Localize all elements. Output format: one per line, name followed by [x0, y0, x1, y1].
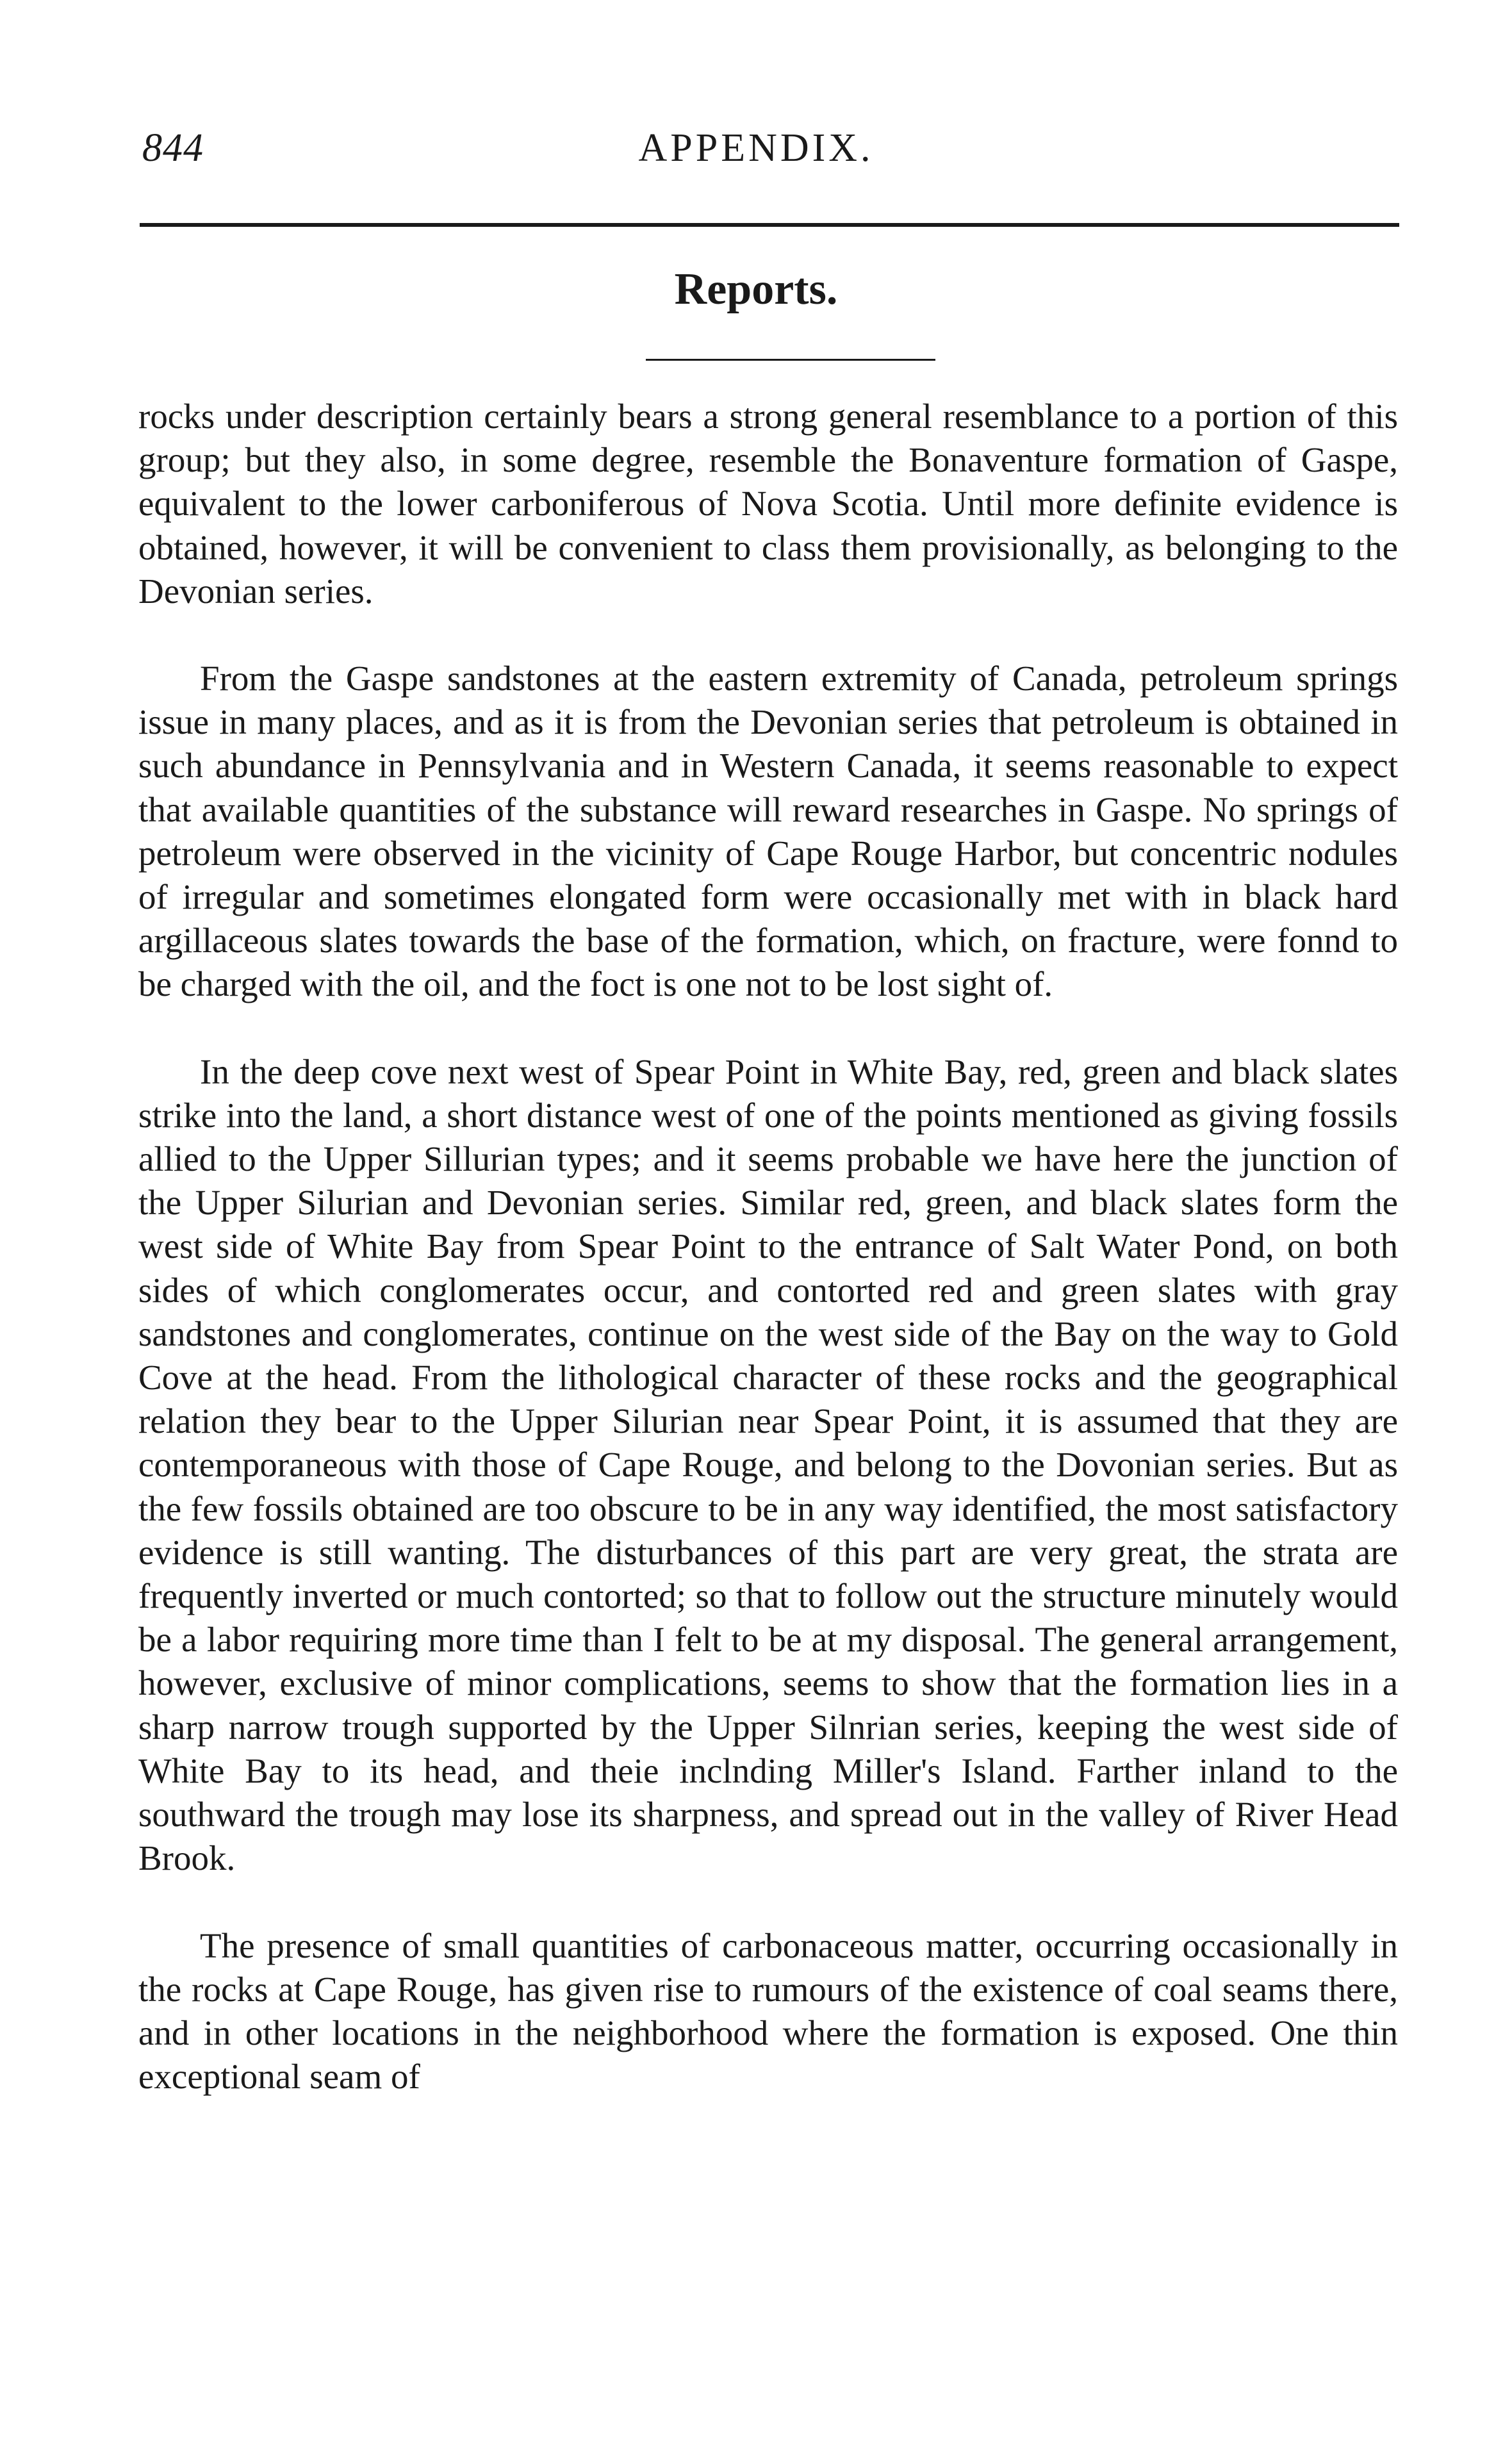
body-text	[138, 395, 1398, 2099]
section-title: Reports.	[674, 265, 838, 314]
paragraph: From the Gaspe sandstones at the eastern extremity of Canada, petroleum springs issue in many places, and as it is from the Devonian series that petroleum is obtained in such abundance in Pennsylvania and in Western Canada, it seems reasonable to expect that available quantities of the substance will reward researches in Gaspe. No springs of petroleum were observed in the vicinity of Cape Rouge Harbor, but concentric nodules of irregular and sometimes elongated form were occasionally met with in black hard argillaceous slates towards the base of the formation, which, on fracture, were fonnd to be charged with the oil, and the foct is one not to be lost sight of.	[138, 659, 1398, 1004]
paragraph: In the deep cove next west of Spear Point in White Bay, red, green and black slates strike into the land, a short distance west of one of the points mentioned as giving fossils allied to the Upper Sillurian types; and it seems probable we have here the junction of the Upper Silurian and Devonian series. Similar red, green, and black slates form the west side of White Bay from Spear Point to the entrance of Salt Water Pond, on both sides of which conglomerates occur, and contorted red and green slates with gray sandstones and conglomerates, continue on the west side of the Bay on the way to Gold Cove at the head. From the lithological character of these rocks and the geographical relation they bear to the Upper Silurian near Spear Point, it is assumed that they are contemporaneous with those of Cape Rouge, and belong to the Dovonian series. But as the few fossils obtained are too obscure to be in any way identified, the most satisfactory evidence is still wanting. The disturbances of this part are very great, the strata are frequently inverted or much contorted; so that to follow out the structure minutely would be a labor requiring more time than I felt to be at my disposal. The general arrangement, however, exclusive of minor complications, seems to show that the formation lies in a sharp narrow trough supported by the Upper Silnrian series, keeping the west side of White Bay to its head, and theie inclnding Miller's Island. Farther inland to the southward the trough may lose its sharpness, and spread out in the valley of River Head Brook.	[138, 1051, 1398, 1878]
paragraph: rocks under description certainly bears a strong general resemblance to a portion of this group; but they also, in some degree, resemble the Bonaventure formation of Gaspe, equivalent to the lower carboniferous of Nova Scotia. Until more definite evidence is obtained, however, it will be convenient to class them provisionally, as belonging to the Devonian series.	[138, 397, 1398, 611]
section-rule	[646, 359, 935, 361]
page-number: 844	[142, 126, 204, 170]
running-title: APPENDIX.	[638, 126, 874, 170]
paragraph: The presence of small quantities of carbonaceous matter, occurring occasionally in the rocks at Cape Rouge, has given rise to rumours of the existence of coal seams there, and in other locations in the neighborhood where the formation is exposed. One thin exceptional seam of	[138, 1925, 1398, 2097]
header-rule	[140, 223, 1399, 227]
